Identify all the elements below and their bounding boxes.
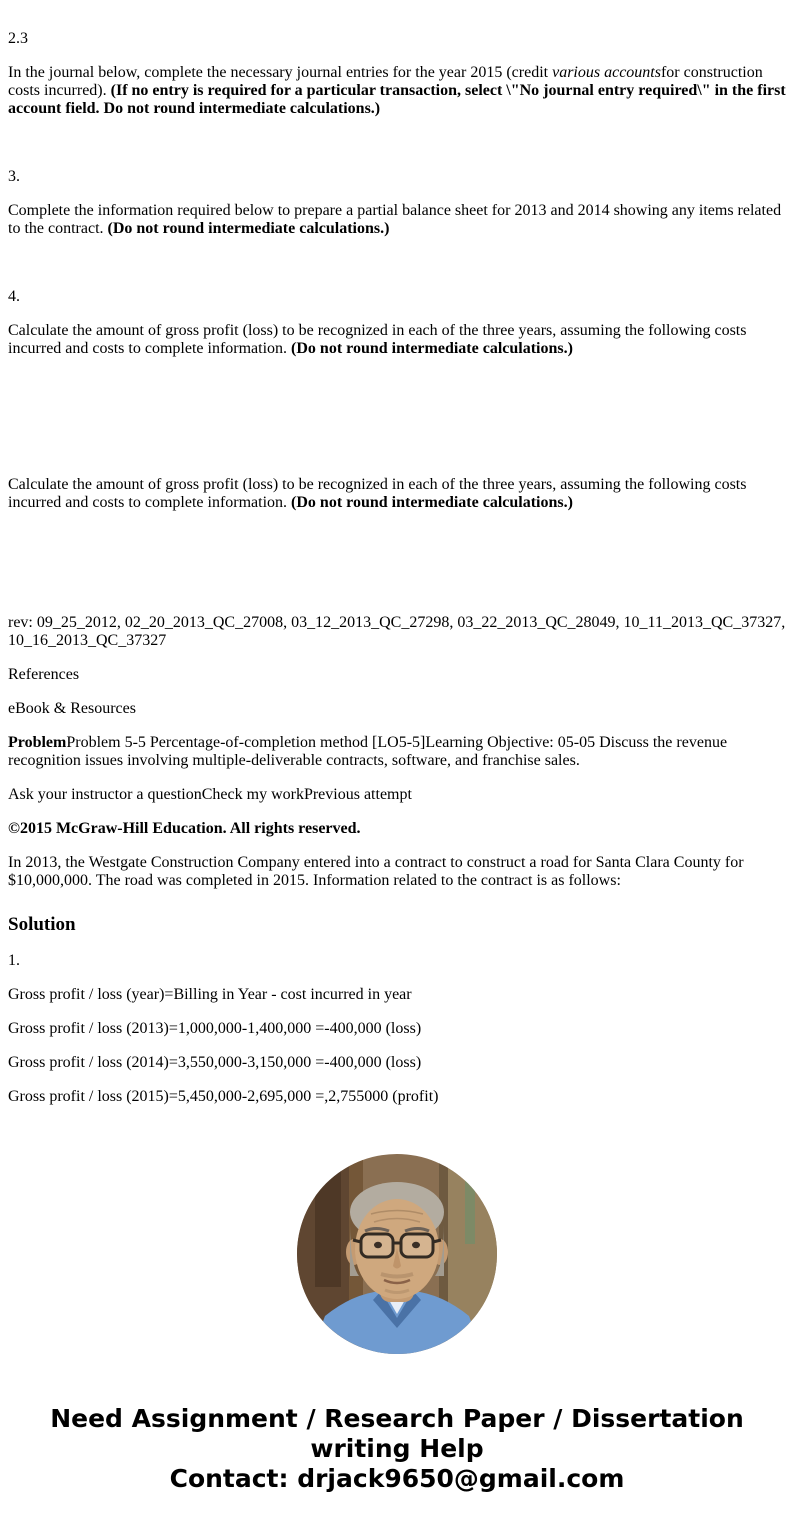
promo-footer xyxy=(8,1404,786,1494)
gross-profit-instruction-paragraph-repeat xyxy=(8,476,786,512)
action-links-line xyxy=(8,786,786,804)
promo-contact-email: Contact: drjack9650@gmail.com xyxy=(169,1464,625,1493)
text-run-bold: (Do not round intermediate calculations.) xyxy=(291,494,573,511)
person-portrait-icon xyxy=(297,1154,497,1354)
text-run: Calculate the amount of gross profit (loss) to be recognized in each of the three years, assuming the following costs incurred and costs to complete information. xyxy=(8,476,747,511)
problem-text: Problem 5-5 Percentage-of-completion method [LO5-5]Learning Objective: 05-05 Discuss the revenue recognition issues involving multiple-deliverable contracts, software, and franchise sales. xyxy=(8,734,728,769)
references-label: References xyxy=(8,666,80,683)
promo-headline: Need Assignment / Research Paper / Dissertation writing Help xyxy=(50,1404,744,1463)
problem-label: Problem xyxy=(8,734,67,751)
ebook-resources-label: eBook & Resources xyxy=(8,700,136,717)
balance-sheet-instruction-paragraph xyxy=(8,202,786,238)
instructor-photo xyxy=(297,1154,497,1354)
solution-2015-line: Gross profit / loss (2015)=5,450,000-2,695,000 =,2,755000 (profit) xyxy=(8,1088,439,1105)
item-number-2-3: 2.3 xyxy=(8,30,28,47)
text-run: for construction costs incurred). xyxy=(8,64,763,99)
text-run-bold: (Do not round intermediate calculations.) xyxy=(107,220,390,237)
text-run-bold: (Do not round intermediate calculations.) xyxy=(291,340,573,357)
solution-2013-line: Gross profit / loss (2013)=1,000,000-1,400,000 =-400,000 (loss) xyxy=(8,1020,422,1037)
revision-history-line: rev: 09_25_2012, 02_20_2013_QC_27008, 03_12_2013_QC_27298, 03_22_2013_QC_28049, 10_11_2013_QC_37327, 10_16_2013_QC_37327 xyxy=(8,614,786,649)
text-run: Complete the information required below to prepare a partial balance sheet for 2013 and 2014 showing any items related to the contract. xyxy=(8,202,782,237)
text-run-italic: various accounts xyxy=(552,64,661,81)
solution-step-number: 1. xyxy=(8,952,20,969)
copyright-line: ©2015 McGraw-Hill Education. All rights reserved. xyxy=(8,820,361,837)
problem-intro-paragraph: In 2013, the Westgate Construction Company entered into a contract to construct a road for Santa Clara County for $10,000,000. The road was completed in 2015. Information related to the contract is as follows: xyxy=(8,854,744,889)
text-run: In the journal below, complete the necessary journal entries for the year 2015 (credit xyxy=(8,64,553,81)
solution-2014-line: Gross profit / loss (2014)=3,550,000-3,150,000 =-400,000 (loss) xyxy=(8,1054,422,1071)
previous-attempt-link: Previous attempt xyxy=(303,786,412,803)
item-number-3: 3. xyxy=(8,168,20,185)
problem-description-paragraph xyxy=(8,734,786,770)
check-my-work-link: Check my work xyxy=(201,786,304,803)
text-run: Calculate the amount of gross profit (loss) to be recognized in each of the three years, assuming the following costs incurred and costs to complete information. xyxy=(8,322,747,357)
text-run-bold: (If no entry is required for a particular transaction, select \"No journal entry required\" in the first account field. Do not round intermediate calculations.) xyxy=(8,82,786,117)
gross-profit-instruction-paragraph xyxy=(8,322,786,358)
solution-formula-line: Gross profit / loss (year)=Billing in Year - cost incurred in year xyxy=(8,986,412,1003)
solution-heading: Solution xyxy=(8,914,76,935)
ask-instructor-link: Ask your instructor a question xyxy=(8,786,202,803)
journal-instruction-paragraph xyxy=(8,64,786,118)
item-number-4: 4. xyxy=(8,288,20,305)
